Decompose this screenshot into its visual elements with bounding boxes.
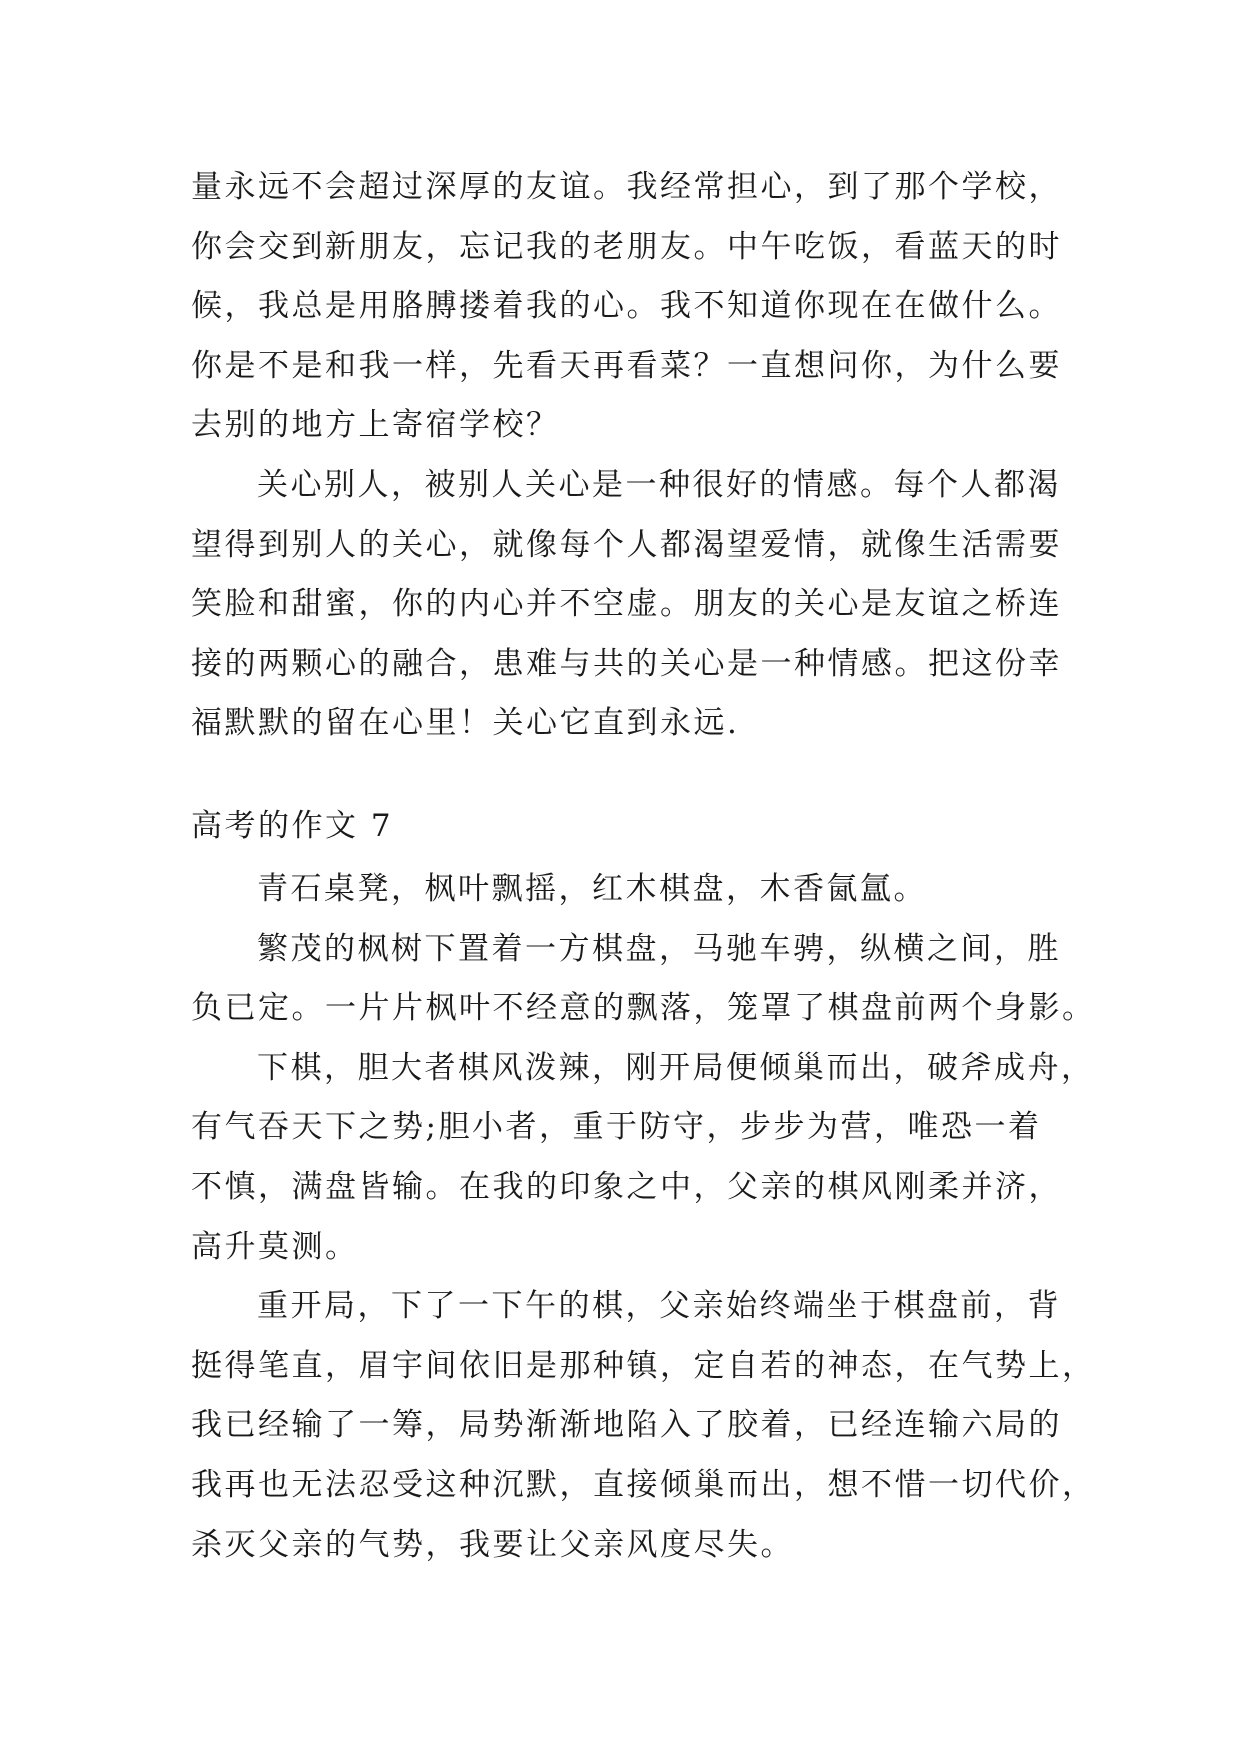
essay-title: 高考的作文 7 [191, 808, 394, 844]
paragraph-line: 不慎，满盘皆输。在我的印象之中，父亲的棋风刚柔并济， [191, 1168, 1062, 1205]
paragraph-line: 去别的地方上寄宿学校？ [191, 407, 560, 444]
paragraph-line: 笑脸和甜蜜，你的内心并不空虚。朋友的关心是友谊之桥连 [191, 586, 1062, 623]
paragraph-line: 挺得笔直，眉宇间依旧是那种镇，定自若的神态，在气势上， [191, 1347, 1096, 1384]
paragraph-line: 杀灭父亲的气势，我要让父亲风度尽失。 [191, 1526, 794, 1563]
essay-body [191, 860, 1096, 1575]
paragraph-line: 你会交到新朋友，忘记我的老朋友。中午吃饭，看蓝天的时 [191, 228, 1062, 265]
top-section [191, 158, 1071, 754]
paragraph-line: 重开局，下了一下午的棋，父亲始终端坐于棋盘前，背 [257, 1288, 1061, 1325]
paragraph-line: 有气吞天下之势;胆小者，重于防守，步步为营，唯恐一着 [191, 1109, 1042, 1146]
paragraph-line: 福默默的留在心里！关心它直到永远. [191, 705, 740, 742]
paragraph-line: 我已经输了一筹，局势渐渐地陷入了胶着，已经连输六局的 [191, 1407, 1062, 1444]
paragraph-line: 候，我总是用胳膊搂着我的心。我不知道你现在在做什么。 [191, 288, 1062, 325]
paragraph-line: 关心别人，被别人关心是一种很好的情感。每个人都渴 [257, 466, 1061, 503]
paragraph-line: 量永远不会超过深厚的友谊。我经常担心，到了那个学校， [191, 169, 1062, 205]
paragraph-line: 高升莫测。 [191, 1228, 359, 1265]
paragraph-line: 你是不是和我一样，先看天再看菜？一直想问你，为什么要 [191, 347, 1062, 384]
paragraph-line: 负已定。一片片枫叶不经意的飘落，笼罩了棋盘前两个身影。 [191, 990, 1096, 1027]
paragraph-line: 下棋，胆大者棋风泼辣，刚开局便倾巢而出，破斧成舟， [257, 1049, 1095, 1086]
paragraph-line: 我再也无法忍受这种沉默，直接倾巢而出，想不惜一切代价， [191, 1466, 1096, 1503]
paragraph-line: 繁茂的枫树下置着一方棋盘，马驰车骋，纵横之间，胜 [257, 930, 1061, 967]
paragraph-line: 青石桌凳，枫叶飘摇，红木棋盘，木香氤氲。 [257, 871, 927, 907]
paragraph-line: 接的两颗心的融合，患难与共的关心是一种情感。把这份幸 [191, 645, 1062, 682]
paragraph-line: 望得到别人的关心，就像每个人都渴望爱情，就像生活需要 [191, 526, 1062, 563]
